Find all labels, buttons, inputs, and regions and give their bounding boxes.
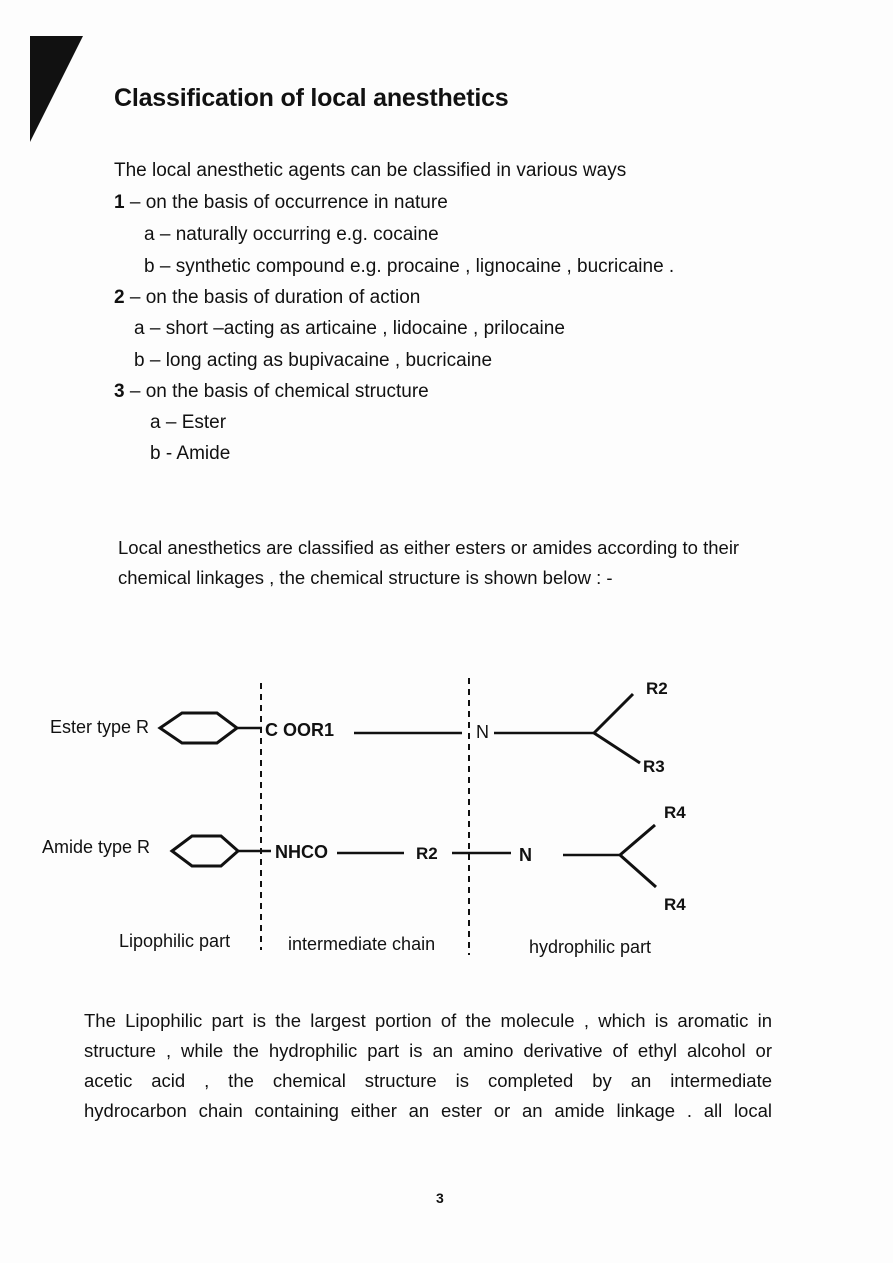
class-3-item-a: a – Ester: [150, 412, 227, 433]
class-3-number: 3: [114, 381, 125, 402]
intermediate-chain-label: intermediate chain: [288, 934, 436, 954]
class-2-item-b: b – long acting as bupivacaine , bucricaine: [134, 350, 493, 371]
ester-benzene-ring: [160, 713, 237, 743]
page-number: 3: [436, 1190, 444, 1206]
paragraph2-line-4: hydrocarbon chain containing either an ester or an amide linkage . all local: [84, 1100, 772, 1121]
class-3-item-b: b - Amide: [150, 443, 231, 464]
r4-top-label: R4: [664, 803, 686, 822]
class-1-item-b: b – synthetic compound e.g. procaine , lignocaine , bucricaine .: [144, 256, 675, 277]
r4-bottom-label: R4: [664, 895, 686, 914]
r3-label: R3: [643, 757, 665, 776]
amide-benzene-ring: [172, 836, 238, 866]
lipophilic-part-label: Lipophilic part: [119, 931, 231, 951]
paragraph1-line-2: chemical linkages , the chemical structure is shown below : -: [118, 567, 613, 588]
class-1-text: – on the basis of occurrence in nature: [124, 192, 448, 213]
ester-n-atom: N: [476, 722, 489, 742]
amide-n-atom: N: [519, 845, 532, 865]
hydrophilic-part-label: hydrophilic part: [529, 937, 652, 957]
amide-linkage: NHCO: [275, 842, 328, 862]
class-1-item-a: a – naturally occurring e.g. cocaine: [144, 224, 439, 245]
class-2-item-a: a – short –acting as articaine , lidocaine , prilocaine: [134, 318, 565, 339]
amide-branch-up: [620, 825, 655, 855]
class-3-text: – on the basis of chemical structure: [124, 381, 429, 402]
amide-r2-label: R2: [416, 844, 438, 863]
ester-branch-down: [594, 733, 640, 763]
paragraph2-line-3: acetic acid , the chemical structure is completed by an intermediate: [84, 1070, 772, 1091]
class-1-number: 1: [114, 192, 125, 213]
ester-branch-up: [594, 694, 633, 733]
r2-label: R2: [646, 679, 668, 698]
ester-type-label: Ester type R: [50, 717, 150, 737]
paragraph2-line-2: structure , while the hydrophilic part is an amino derivative of ethyl alcohol or: [84, 1040, 772, 1061]
amide-type-label: Amide type R: [42, 837, 151, 857]
paragraph2-line-1: The Lipophilic part is the largest portion of the molecule , which is aromatic in: [84, 1010, 772, 1031]
intro-text: The local anesthetic agents can be classified in various ways: [114, 160, 627, 181]
ester-linkage: C OOR1: [265, 720, 335, 740]
class-2-text: – on the basis of duration of action: [124, 287, 421, 308]
class-2-number: 2: [114, 287, 125, 308]
amide-branch-down: [620, 855, 656, 887]
paragraph1-line-1: Local anesthetics are classified as either esters or amides according to their: [118, 537, 740, 558]
page-title: Classification of local anesthetics: [114, 84, 509, 112]
